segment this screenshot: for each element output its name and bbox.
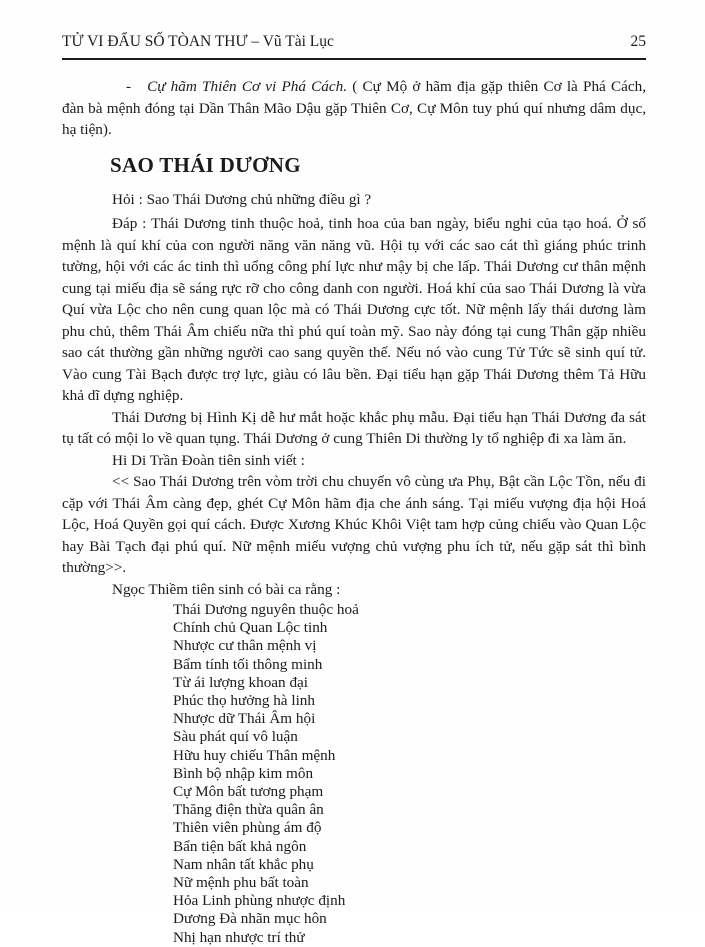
poem-line: Chính chủ Quan Lộc tinh (173, 619, 328, 637)
header-divider (62, 58, 646, 60)
poem-line: Nam nhân tất khắc phụ (173, 855, 314, 873)
poem-line: Sàu phát quí vô luận (173, 728, 298, 746)
question-line: Hỏi : Sao Thái Dương chủ những điều gì ? (112, 190, 372, 208)
poem-line: Nữ mệnh phu bất toàn (173, 874, 309, 892)
poem-line: Dương Đà nhãn mục hôn (173, 910, 327, 928)
poem-line: Bẩn tiện bất khả ngôn (173, 837, 307, 855)
intro-italic-lead: Cự hãm Thiên Cơ vi Phá Cách. (147, 78, 348, 95)
poem-line: Nhị hạn nhược trí thử (173, 928, 305, 946)
page-number: 25 (630, 33, 646, 50)
intro-rest-text: ( Cự Mộ ở hãm địa gặp thiên Cơ là Phá Cách, đàn bà mệnh đóng tại Dần Thân Mão Dậu gặp Thiên Cơ, Cự Môn tuy phú quí nhưng dâm dục, hạ tiện). (62, 78, 647, 138)
section-title: SAO THÁI DƯƠNG (110, 152, 301, 177)
poem-line: Hỏa Linh phùng nhược định (173, 892, 346, 910)
list-dash: - (126, 78, 132, 95)
poem-block (173, 601, 646, 947)
poem-line: Thái Dương nguyên thuộc hoả (173, 601, 359, 618)
quote-paragraph: << Sao Thái Dương trên vòm trời chu chuyển vô cùng ưa Phụ, Bật cần Lộc Tồn, nếu đi cặp với Thái Âm càng đẹp, ghét Cự Môn hãm địa che ánh sáng. Tại miếu vượng địa hội Hoá Lộc, Hoá Quyền gọi quí cách. Được Xương Khúc Khôi Việt tam hợp củng chiếu vào Quan Lộc hay Bài Tạch đại phú quí. Nữ mệnh miếu vượng chủ vượng phu ích tử, nếu gặp sát thì bình thường>>. (62, 473, 646, 576)
intro-paragraph (62, 76, 646, 141)
paragraph-hi-di-intro: Hi Di Trần Đoàn tiên sinh viết : (112, 451, 305, 469)
poem-line: Nhược cư thân mệnh vị (173, 637, 317, 655)
page-header (62, 32, 646, 52)
book-title: TỬ VI ĐẨU SỐ TÒAN THƯ – Vũ Tài Lục (62, 33, 334, 50)
poem-line: Hữu huy chiếu Thân mệnh (173, 746, 336, 764)
poem-line: Từ ái lượng khoan đại (173, 673, 308, 691)
poem-line: Cự Môn bất tương phạm (173, 783, 324, 801)
poem-line: Phúc thọ hưởng hà linh (173, 692, 315, 710)
poem-line: Thiên viên phùng ám độ (173, 819, 322, 837)
paragraph-hinh-ki: Thái Dương bị Hình Kị dễ hư mắt hoặc khắc phụ mẫu. Đại tiểu hạn Thái Dương đa sát tụ tất có mội lo về quan tụng. Thái Dương ở cung Thiên Di thường ly tổ nghiệp đi xa làm ăn. (62, 408, 646, 447)
poem-line: Bẩm tính tối thông minh (173, 655, 323, 673)
poem-line: Thăng điện thừa quân ân (173, 801, 324, 819)
poem-line: Nhược dữ Thái Âm hội (173, 710, 316, 728)
paragraph-ngoc-thiem-intro: Ngọc Thiềm tiên sinh có bài ca rằng : (112, 580, 341, 598)
poem-line: Bình bộ nhập kim môn (173, 764, 314, 782)
answer-paragraph: Đáp : Thái Dương tinh thuộc hoả, tinh hoa của ban ngày, biểu nghi của tạo hoá. Ở số mệnh là quí khí của con người năng văn năng vũ. Hội tụ với các sao cát thì giáng phúc trinh tường, hội với các ác tinh thì uổng công phí lực như mậy bị che lấp. Thái Dương cư thân mệnh cung tại miếu địa sẽ sáng rực rỡ cho công danh con người. Hoá khí của sao Thái Dương là vừa Quí vừa Lộc cho nên cung quan lộc mà có Thái Dương cực tốt. Nữ mệnh lấy thái dương làm phu chủ, thêm Thái Âm chiếu nữa thì phú quí toàn mỹ. Sao này đóng tại cung Thân gặp nhiều sao cát thường gần những người cao sang quyền thế. Nếu nó vào cung Tử Tức sẽ sinh quí tử. Vào cung Tài Bạch được trợ lực, giàu có lâu bền. Đại tiểu hạn gặp Thái Dương thêm Tả Hữu khả dĩ dựng nghiệp. (62, 215, 646, 404)
